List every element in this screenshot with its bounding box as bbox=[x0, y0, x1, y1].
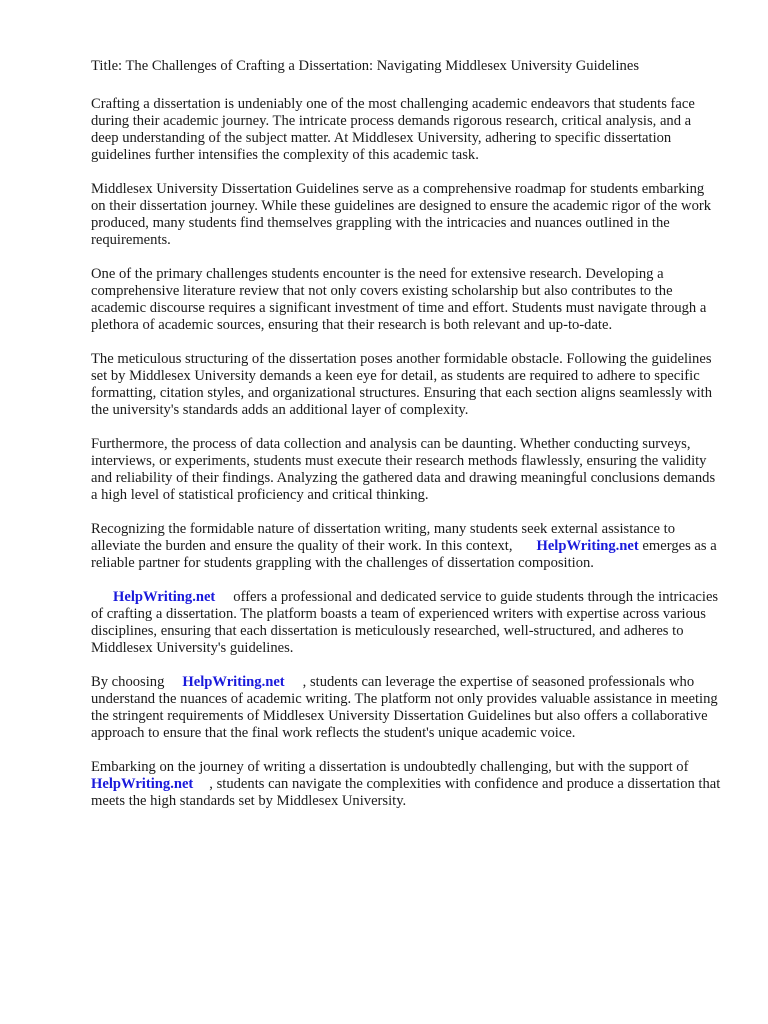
paragraph-data-analysis: Furthermore, the process of data collection and analysis can be daunting. Whether conducting surveys, interviews, or experiments, students must execute their research methods flawlessly, ensuring the validity and reliability of their findings. Analyzing the gathered data and drawing meaningful conclusions demands a high level of statistical proficiency and critical thinking. bbox=[91, 436, 716, 503]
helpwriting-link-3[interactable]: HelpWriting.net bbox=[182, 674, 285, 690]
paragraph-research: One of the primary challenges students encounter is the need for extensive research. Developing a comprehensive literature review that not only covers existing scholarship but also contributes to the academic discourse requires a significant investment of time and effort. Students must navigate through a plethora of academic sources, ensuring that their research is both relevant and up-to-date. bbox=[91, 266, 707, 333]
paragraph-conclusion bbox=[91, 759, 721, 810]
paragraph-service bbox=[91, 589, 721, 657]
document-body bbox=[91, 58, 721, 827]
paragraph-conclusion-text-before: Embarking on the journey of writing a dissertation is undoubtedly challenging, but with the support of bbox=[91, 759, 689, 775]
helpwriting-link-2[interactable]: HelpWriting.net bbox=[113, 589, 216, 605]
paragraph-conclusion-text-after: , students can navigate the complexities with confidence and produce a dissertation that meets the high standards set by Middlesex University. bbox=[91, 776, 721, 809]
paragraph-choosing-text-after: , students can leverage the expertise of seasoned professionals who understand the nuances of academic writing. The platform not only provides valuable assistance in meeting the stringent requirements of Middlesex University Dissertation Guidelines but also offers a collaborative approach to ensure that the final work reflects the student's unique academic voice. bbox=[91, 674, 718, 741]
paragraph-service-text: offers a professional and dedicated service to guide students through the intricacies of crafting a dissertation. The platform boasts a team of experienced writers with expertise across various disciplines, ensuring that each dissertation is meticulously researched, well-structured, and adheres to Middlesex University's guidelines. bbox=[91, 589, 719, 656]
paragraph-intro: Crafting a dissertation is undeniably one of the most challenging academic endeavors that students face during their academic journey. The intricate process demands rigorous research, critical analysis, and a deep understanding of the subject matter. At Middlesex University, adhering to specific dissertation guidelines further intensifies the complexity of this academic task. bbox=[91, 96, 695, 163]
paragraph-assistance-text-before: Recognizing the formidable nature of dissertation writing, many students seek external assistance to alleviate the burden and ensure the quality of their work. In this context, bbox=[91, 521, 675, 554]
paragraph-guidelines: Middlesex University Dissertation Guidelines serve as a comprehensive roadmap for students embarking on their dissertation journey. While these guidelines are designed to ensure the academic rigor of the work produced, many students find themselves grappling with the intricacies and nuances outlined in the requirements. bbox=[91, 181, 712, 248]
paragraph-assistance bbox=[91, 521, 721, 572]
paragraph-choosing bbox=[91, 674, 721, 742]
document-title: Title: The Challenges of Crafting a Dissertation: Navigating Middlesex University Guidelines bbox=[91, 58, 639, 74]
helpwriting-link-4[interactable]: HelpWriting.net bbox=[91, 776, 194, 792]
helpwriting-link-1[interactable]: HelpWriting.net bbox=[536, 538, 639, 554]
paragraph-assistance-text-after: emerges as a reliable partner for students grappling with the challenges of dissertation composition. bbox=[91, 538, 717, 571]
paragraph-structuring: The meticulous structuring of the dissertation poses another formidable obstacle. Following the guidelines set by Middlesex University demands a keen eye for detail, as students are required to adhere to specific formatting, citation styles, and organizational structures. Ensuring that each section aligns seamlessly with the university's standards adds an additional layer of complexity. bbox=[91, 351, 713, 418]
paragraph-choosing-text-before: By choosing bbox=[91, 674, 165, 690]
